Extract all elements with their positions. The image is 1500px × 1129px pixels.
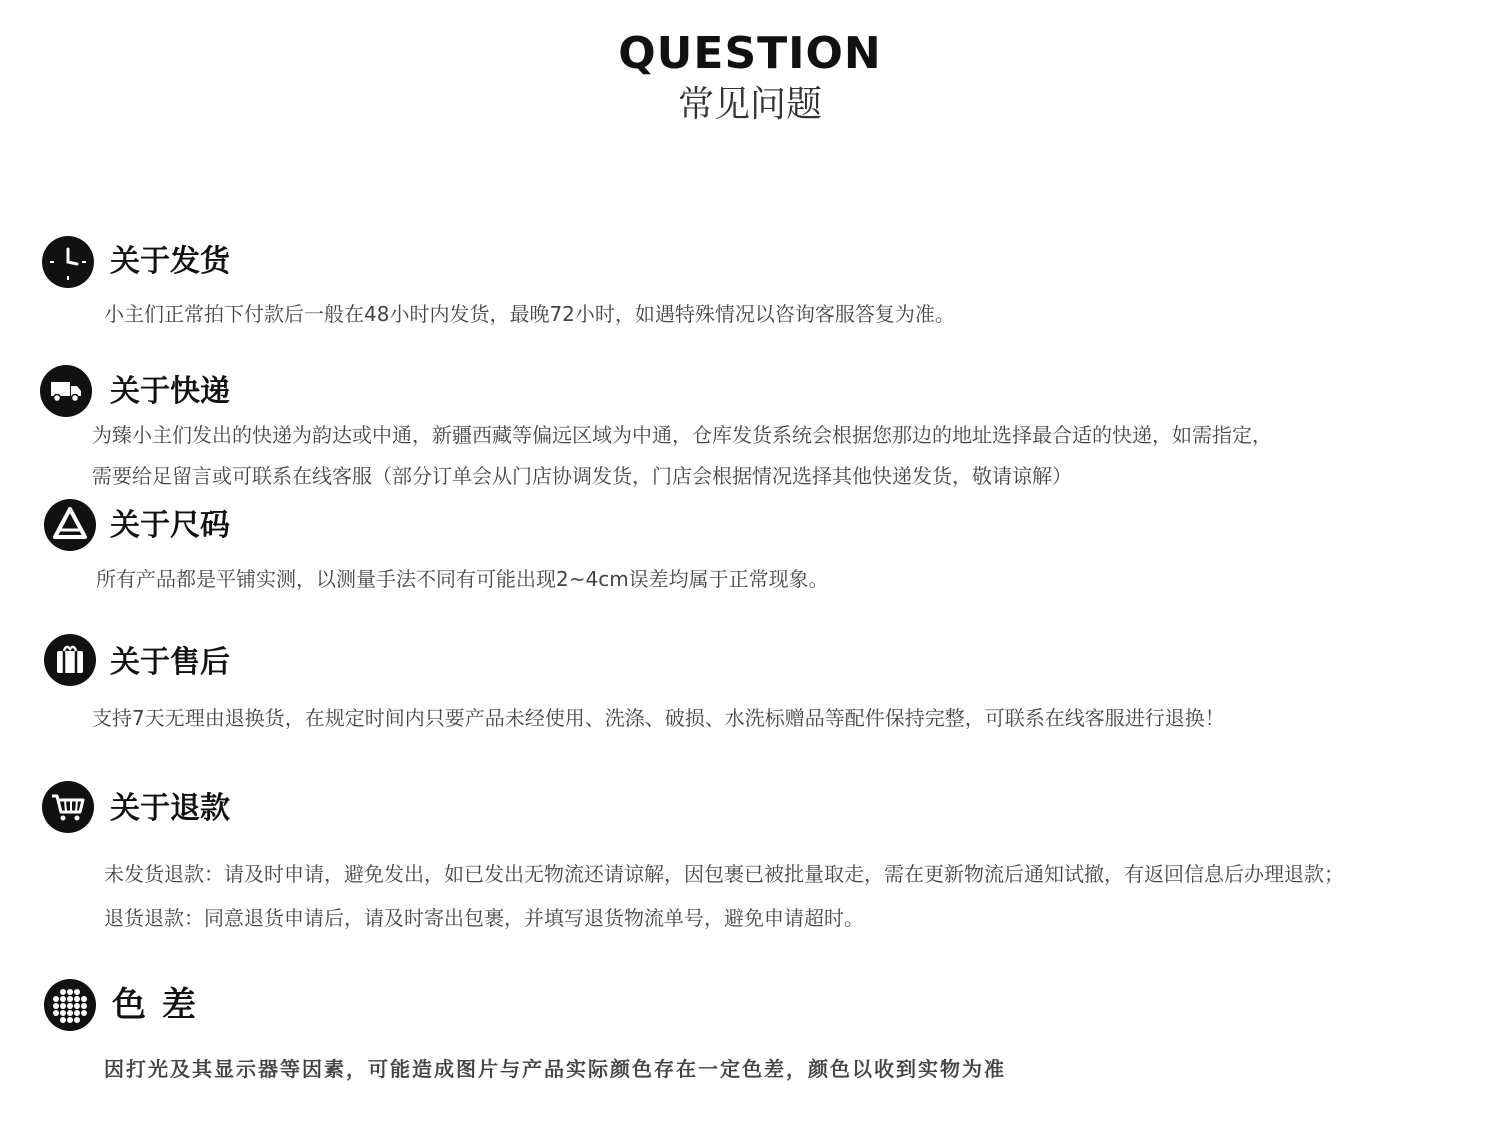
page-subtitle: 常见问题 xyxy=(677,84,822,125)
ruler-triangle-icon xyxy=(44,499,96,551)
section-text-line: 未发货退款：请及时申请，避免发出，如已发出无物流还请谅解，因包裹已被批量取走，需在更新物流后通知试撤，有返回信息后办理退款； xyxy=(104,862,1344,886)
section-text-line: 需要给足留言或可联系在线客服（部分订单会从门店协调发货，门店会根据情况选择其他快递发货，敬请谅解） xyxy=(92,464,1072,488)
truck-icon xyxy=(40,365,92,417)
section-title: 关于尺码 xyxy=(110,508,230,543)
section-text-line: 退货退款：同意退货申请后，请及时寄出包裹，并填写退货物流单号，避免申请超时。 xyxy=(104,906,864,930)
clock-icon xyxy=(42,236,94,288)
section-text-line: 为臻小主们发出的快递为韵达或中通，新疆西藏等偏远区域为中通，仓库发货系统会根据您那边的地址选择最合适的快递，如需指定， xyxy=(92,423,1272,447)
section-title: 关于发货 xyxy=(110,244,230,279)
shopping-cart-icon xyxy=(42,781,94,833)
color-grid-icon xyxy=(44,979,96,1031)
section-title: 色 差 xyxy=(112,985,198,1025)
section-text-line: 因打光及其显示器等因素，可能造成图片与产品实际颜色存在一定色差，颜色以收到实物为准 xyxy=(104,1057,1006,1081)
section-text-line: 小主们正常拍下付款后一般在48小时内发货，最晚72小时，如遇特殊情况以咨询客服答复为准。 xyxy=(104,302,955,326)
section-title: 关于快递 xyxy=(110,374,230,409)
section-title: 关于退款 xyxy=(110,791,230,826)
section-text-line: 所有产品都是平铺实测，以测量手法不同有可能出现2~4cm误差均属于正常现象。 xyxy=(96,567,829,591)
page-header xyxy=(0,28,1500,128)
section-text-line: 支持7天无理由退换货，在规定时间内只要产品未经使用、洗涤、破损、水洗标赠品等配件保持完整，可联系在线客服进行退换！ xyxy=(92,706,1225,730)
gift-icon xyxy=(44,634,96,686)
page-title: QUESTION xyxy=(618,28,882,79)
section-title: 关于售后 xyxy=(110,645,230,680)
